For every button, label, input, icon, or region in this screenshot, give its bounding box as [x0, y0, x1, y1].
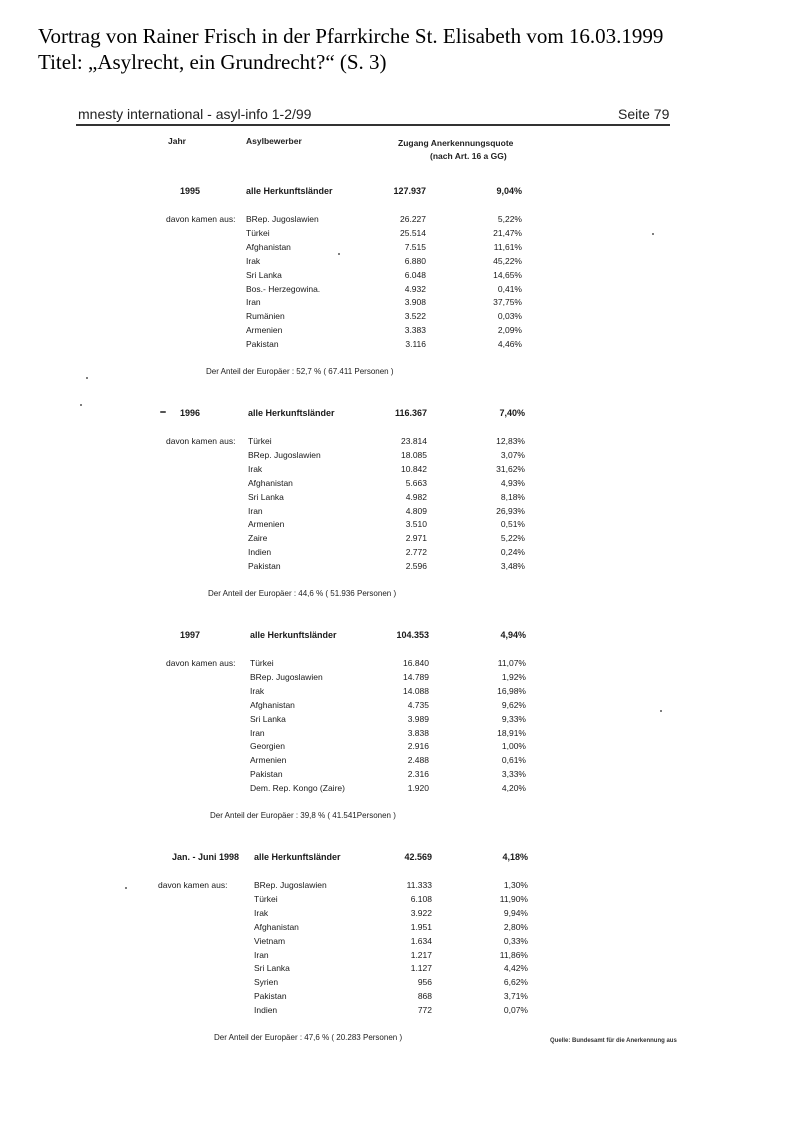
recognition-quota: 2,80% — [503, 921, 528, 932]
country-name: Sri Lanka — [246, 269, 282, 280]
recognition-quota: 0,41% — [497, 283, 522, 294]
applicant-count: 1.634 — [410, 935, 432, 946]
recognition-quota: 11,86% — [499, 949, 528, 960]
table-row — [0, 894, 800, 908]
applicant-count: 3.908 — [404, 297, 426, 308]
europeans-share-note: Der Anteil der Europäer : 52,7 % ( 67.411 Personen ) — [206, 367, 394, 376]
table-row — [0, 561, 800, 575]
country-name: Afghanistan — [254, 921, 299, 932]
column-header-applicants: Asylbewerber — [246, 136, 302, 146]
scan-speck — [160, 411, 166, 413]
country-name: BRep. Jugoslawien — [246, 214, 319, 224]
table-row — [0, 214, 800, 228]
column-header-quota: Zugang Anerkennungsquote — [398, 138, 514, 148]
table-row — [0, 700, 800, 714]
country-name: Rumänien — [246, 311, 285, 322]
table-row — [0, 672, 800, 686]
europeans-share-note: Der Anteil der Europäer : 39,8 % ( 41.541Personen ) — [210, 811, 396, 820]
applicant-count: 5.663 — [405, 477, 427, 488]
country-name: Türkei — [246, 227, 270, 238]
applicant-count: 2.316 — [407, 769, 429, 780]
applicant-count: 25.514 — [400, 227, 426, 238]
country-name: BRep. Jugoslawien — [248, 449, 321, 460]
all-origins-label: alle Herkunftsländer — [248, 408, 335, 418]
country-name: Pakistan — [250, 769, 283, 780]
country-name: Zaire — [248, 533, 268, 544]
column-header-year: Jahr — [168, 136, 186, 146]
europeans-share-note: Der Anteil der Europäer : 47,6 % ( 20.283 Personen ) — [214, 1033, 403, 1042]
summary-row — [0, 630, 800, 644]
recognition-quota: 0,51% — [500, 519, 525, 530]
applicant-count: 868 — [417, 991, 432, 1002]
page-title-line-2: Titel: „Asylrecht, ein Grundrecht?“ (S. 3) — [38, 50, 387, 74]
country-name: Armenien — [248, 519, 285, 530]
recognition-quota: 4,46% — [497, 339, 522, 350]
applicant-count: 4.735 — [407, 699, 429, 710]
applicant-count: 1.217 — [410, 949, 432, 960]
table-row — [0, 936, 800, 950]
country-name: Armenien — [246, 325, 283, 336]
applicant-count: 18.085 — [401, 449, 427, 460]
country-name: Bos.- Herzegowina. — [246, 283, 321, 294]
table-row — [0, 533, 800, 547]
table-row — [0, 270, 800, 284]
applicant-count: 3.989 — [407, 713, 429, 724]
applicant-count: 4.982 — [405, 491, 427, 502]
country-name: Armenien — [250, 755, 287, 766]
table-row — [0, 1005, 800, 1019]
applicant-count: 14.088 — [403, 685, 429, 696]
davon-label: davon kamen aus: — [166, 658, 236, 668]
country-name: Afghanistan — [248, 477, 293, 488]
table-row — [0, 769, 800, 783]
applicant-count: 2.971 — [405, 533, 427, 544]
country-name: Sri Lanka — [248, 491, 284, 502]
country-name: Irak — [250, 685, 265, 696]
table-row — [0, 991, 800, 1005]
table-row — [0, 922, 800, 936]
applicant-count: 6.108 — [410, 893, 432, 904]
applicant-count: 3.510 — [405, 519, 427, 530]
recognition-quota: 0,03% — [497, 311, 522, 322]
country-name: Pakistan — [246, 339, 279, 350]
country-name: BRep. Jugoslawien — [254, 880, 327, 890]
recognition-quota: 9,94% — [503, 907, 528, 918]
country-name: Iran — [250, 727, 265, 738]
country-name: Pakistan — [254, 991, 287, 1002]
recognition-quota: 18,91% — [497, 727, 526, 738]
applicant-count: 1.920 — [407, 783, 429, 794]
applicant-count: 7.515 — [404, 241, 426, 252]
total-count: 104.353 — [396, 630, 429, 640]
recognition-quota: 4,42% — [503, 963, 528, 974]
total-quota: 9,04% — [496, 186, 522, 196]
country-name: Vietnam — [254, 935, 286, 946]
applicant-count: 2.596 — [405, 561, 427, 572]
applicant-count: 772 — [417, 1005, 432, 1016]
country-name: Irak — [246, 255, 261, 266]
scan-speck — [652, 233, 654, 235]
applicant-count: 14.789 — [403, 671, 429, 682]
table-row — [0, 686, 800, 700]
scan-speck — [86, 377, 88, 379]
europeans-share-note: Der Anteil der Europäer : 44,6 % ( 51.936 Personen ) — [208, 589, 397, 598]
recognition-quota: 3,71% — [503, 991, 528, 1002]
applicant-count: 26.227 — [400, 214, 426, 224]
country-name: Indien — [248, 547, 272, 558]
applicant-count: 3.522 — [404, 311, 426, 322]
page-number: Seite 79 — [618, 106, 670, 122]
country-name: Iran — [248, 505, 263, 516]
table-row — [0, 950, 800, 964]
recognition-quota: 0,33% — [503, 935, 528, 946]
recognition-quota: 11,07% — [497, 658, 526, 668]
table-row — [0, 325, 800, 339]
table-row — [0, 436, 800, 450]
recognition-quota: 14,65% — [493, 269, 522, 280]
table-row — [0, 519, 800, 533]
source-note: Quelle: Bundesamt für die Anerkennung aus — [550, 1038, 677, 1044]
table-row — [0, 339, 800, 353]
recognition-quota: 31,62% — [496, 463, 525, 474]
table-row — [0, 783, 800, 797]
table-row — [0, 741, 800, 755]
header-rule — [76, 124, 670, 126]
recognition-quota: 11,61% — [493, 241, 522, 252]
table-row — [0, 297, 800, 311]
country-name: Dem. Rep. Kongo (Zaire) — [250, 783, 345, 794]
total-quota: 7,40% — [499, 408, 525, 418]
davon-label: davon kamen aus: — [158, 880, 228, 890]
country-name: Iran — [254, 949, 269, 960]
summary-row — [0, 408, 800, 422]
davon-label: davon kamen aus: — [166, 436, 236, 446]
recognition-quota: 5,22% — [500, 533, 525, 544]
country-name: Sri Lanka — [250, 713, 286, 724]
table-row — [0, 658, 800, 672]
country-name: Türkei — [250, 658, 274, 668]
table-row — [0, 450, 800, 464]
total-quota: 4,94% — [500, 630, 526, 640]
recognition-quota: 11,90% — [499, 893, 528, 904]
table-row — [0, 492, 800, 506]
davon-label: davon kamen aus: — [166, 214, 236, 224]
recognition-quota: 5,22% — [497, 214, 522, 224]
total-count: 116.367 — [394, 408, 427, 418]
country-name: Sri Lanka — [254, 963, 290, 974]
country-name: Afghanistan — [250, 699, 295, 710]
total-count: 42.569 — [404, 852, 432, 862]
applicant-count: 3.838 — [407, 727, 429, 738]
applicant-count: 10.842 — [401, 463, 427, 474]
table-row — [0, 311, 800, 325]
scan-speck — [660, 710, 662, 712]
all-origins-label: alle Herkunftsländer — [254, 852, 341, 862]
applicant-count: 1.951 — [410, 921, 432, 932]
applicant-count: 1.127 — [410, 963, 432, 974]
table-row — [0, 284, 800, 298]
table-row — [0, 547, 800, 561]
recognition-quota: 0,61% — [501, 755, 526, 766]
country-name: Iran — [246, 297, 261, 308]
applicant-count: 4.809 — [405, 505, 427, 516]
recognition-quota: 21,47% — [493, 227, 522, 238]
applicant-count: 6.880 — [404, 255, 426, 266]
recognition-quota: 1,00% — [501, 741, 526, 752]
table-row — [0, 908, 800, 922]
recognition-quota: 4,93% — [500, 477, 525, 488]
summary-row — [0, 852, 800, 866]
recognition-quota: 3,48% — [500, 561, 525, 572]
table-row — [0, 714, 800, 728]
all-origins-label: alle Herkunftsländer — [246, 186, 333, 196]
country-name: Georgien — [250, 741, 285, 752]
table-row — [0, 478, 800, 492]
recognition-quota: 9,33% — [501, 713, 526, 724]
country-name: Afghanistan — [246, 241, 291, 252]
recognition-quota: 2,09% — [497, 325, 522, 336]
country-name: Indien — [254, 1005, 278, 1016]
applicant-count: 956 — [417, 977, 432, 988]
recognition-quota: 12,83% — [496, 436, 525, 446]
table-row — [0, 464, 800, 478]
country-name: Syrien — [254, 977, 279, 988]
year-label: Jan. - Juni 1998 — [172, 852, 240, 862]
summary-row — [0, 186, 800, 200]
applicant-count: 16.840 — [403, 658, 429, 668]
country-name: Türkei — [254, 893, 278, 904]
applicant-count: 2.772 — [405, 547, 427, 558]
scan-speck — [80, 404, 82, 406]
table-row — [0, 256, 800, 270]
applicant-count: 2.488 — [407, 755, 429, 766]
table-row — [0, 755, 800, 769]
table-row — [0, 242, 800, 256]
applicant-count: 11.333 — [406, 880, 432, 890]
table-row — [0, 963, 800, 977]
recognition-quota: 8,18% — [500, 491, 525, 502]
recognition-quota: 9,62% — [501, 699, 526, 710]
recognition-quota: 37,75% — [493, 297, 522, 308]
country-name: Pakistan — [248, 561, 281, 572]
applicant-count: 23.814 — [401, 436, 427, 446]
page-title-line-1: Vortrag von Rainer Frisch in der Pfarrkirche St. Elisabeth vom 16.03.1999 — [38, 24, 664, 48]
all-origins-label: alle Herkunftsländer — [250, 630, 337, 640]
applicant-count: 3.922 — [410, 907, 432, 918]
recognition-quota: 26,93% — [496, 505, 525, 516]
scan-speck — [338, 253, 340, 255]
total-quota: 4,18% — [502, 852, 528, 862]
country-name: Irak — [248, 463, 263, 474]
column-header-quota-note: (nach Art. 16 a GG) — [430, 151, 507, 161]
publication-header: mnesty international - asyl-info 1-2/99 — [78, 106, 312, 122]
recognition-quota: 4,20% — [501, 783, 526, 794]
applicant-count: 3.116 — [405, 339, 426, 350]
table-row — [0, 880, 800, 894]
recognition-quota: 0,24% — [500, 547, 525, 558]
recognition-quota: 16,98% — [497, 685, 526, 696]
country-name: Türkei — [248, 436, 272, 446]
applicant-count: 2.916 — [407, 741, 429, 752]
table-row — [0, 977, 800, 991]
table-row — [0, 728, 800, 742]
scan-speck — [125, 887, 127, 889]
recognition-quota: 1,92% — [501, 671, 526, 682]
recognition-quota: 0,07% — [503, 1005, 528, 1016]
recognition-quota: 6,62% — [503, 977, 528, 988]
total-count: 127.937 — [393, 186, 426, 196]
applicant-count: 4.932 — [404, 283, 426, 294]
recognition-quota: 3,33% — [501, 769, 526, 780]
recognition-quota: 1,30% — [503, 880, 528, 890]
table-row — [0, 228, 800, 242]
country-name: BRep. Jugoslawien — [250, 671, 323, 682]
recognition-quota: 3,07% — [500, 449, 525, 460]
recognition-quota: 45,22% — [493, 255, 522, 266]
table-row — [0, 506, 800, 520]
country-name: Irak — [254, 907, 269, 918]
applicant-count: 3.383 — [404, 325, 426, 336]
year-label: 1996 — [180, 408, 201, 418]
year-label: 1997 — [180, 630, 201, 640]
year-label: 1995 — [180, 186, 201, 196]
applicant-count: 6.048 — [404, 269, 426, 280]
